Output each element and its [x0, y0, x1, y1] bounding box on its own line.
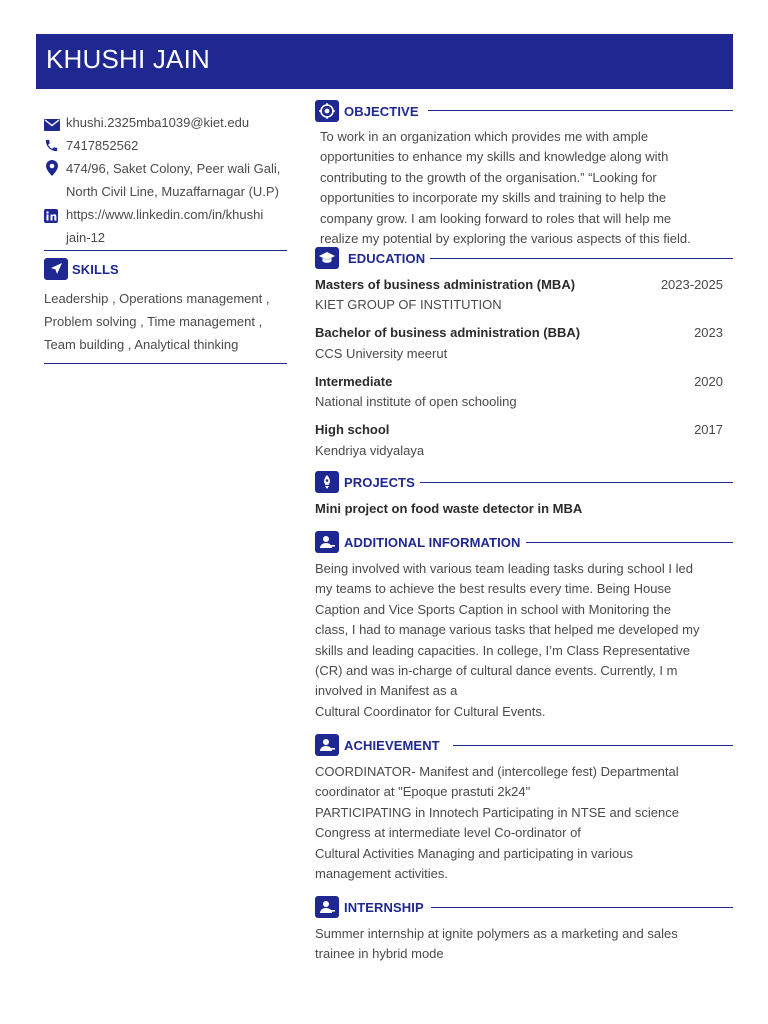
education-degree: Masters of business administration (MBA) [315, 277, 576, 292]
linkedin-link-line-2[interactable]: jain-12 [66, 230, 106, 245]
skills-line: Leadership , Operations management , [44, 291, 270, 306]
objective-icon [315, 100, 339, 122]
additional-info-line: class, I had to manage various tasks that helped me developed my [315, 622, 700, 638]
achievement-line: Cultural Activities Managing and participating in various [315, 845, 633, 861]
additional-info-line: Caption and Vice Sports Caption in school with Monitoring the [315, 601, 672, 617]
achievement-line: coordinator at "Epoque prastuti 2k24" [315, 784, 531, 800]
linkedin-link-line-1[interactable]: https://www.linkedin.com/in/khushi [66, 207, 264, 222]
achievement-line: management activities. [315, 866, 448, 882]
location-pin-icon [46, 160, 62, 176]
additional-info-line: (CR) and was in-charge of cultural dance events. Currently, I m [315, 663, 678, 679]
additional-info-line: skills and leading capacities. In college, I’m Class Representative [315, 642, 691, 658]
objective-line: realize my potential by exploring the various aspects of this field. [320, 231, 691, 247]
address-line-1: 474/96, Saket Colony, Peer wali Gali, [66, 161, 281, 176]
education-date: 2020 [694, 374, 723, 389]
objective-rule [428, 110, 733, 111]
phone-text[interactable]: 7417852562 [66, 138, 139, 153]
skills-title: SKILLS [72, 262, 119, 277]
project-item: Mini project on food waste detector in MBA [315, 501, 583, 516]
education-date: 2017 [694, 422, 723, 437]
achievement-text [315, 762, 730, 884]
achievement-rule [453, 745, 733, 746]
skills-line: Team building , Analytical thinking [44, 337, 239, 352]
left-divider-2 [44, 363, 287, 364]
education-rule [430, 258, 733, 259]
header-banner [36, 34, 733, 89]
skills-line: Problem solving , Time management , [44, 314, 263, 329]
user-icon [315, 531, 339, 553]
internship-line: trainee in hybrid mode [315, 946, 444, 962]
education-date: 2023-2025 [660, 277, 723, 292]
additional-info-line: my teams to achieve the best results every time. Being House [315, 581, 672, 597]
education-title: EDUCATION [348, 251, 426, 266]
linkedin-icon [44, 207, 60, 223]
achievement-title: ACHIEVEMENT [344, 738, 440, 753]
internship-line: Summer internship at ignite polymers as a marketing and sales [315, 926, 678, 941]
education-institution: KIET GROUP OF INSTITUTION [315, 297, 502, 312]
internship-text [315, 924, 730, 965]
education-degree: Intermediate [315, 374, 393, 389]
skills-icon [44, 258, 68, 280]
contact-block [44, 111, 304, 251]
projects-icon [315, 471, 339, 493]
email-text[interactable]: khushi.2325mba1039@kiet.edu [66, 115, 250, 130]
education-institution: CCS University meerut [315, 346, 448, 361]
objective-line: company grow. I am looking forward to roles that will help me [320, 210, 672, 226]
additional-info-line: involved in Manifest as a [315, 683, 458, 699]
additional-info-line: Cultural Coordinator for Cultural Events. [315, 703, 546, 719]
address-line-2: North Civil Line, Muzaffarnagar (U.P) [66, 184, 279, 199]
projects-rule [420, 482, 733, 483]
education-degree: High school [315, 422, 390, 437]
graduation-cap-icon [315, 247, 339, 269]
objective-line: opportunities to enhance my skills and knowledge along with [320, 149, 669, 165]
achievement-line: PARTICIPATING in Innotech Participating in NTSE and science [315, 804, 679, 820]
additional-info-text [315, 559, 730, 722]
objective-line: opportunities to incorporate my skills and training to help the [320, 190, 667, 206]
achievement-line: Congress at intermediate level Co-ordinator of [315, 825, 581, 841]
projects-title: PROJECTS [344, 475, 415, 490]
education-date: 2023 [694, 325, 723, 340]
objective-line: contributing to the growth of the organisation.” “Looking for [320, 169, 657, 185]
left-divider-1 [44, 250, 287, 251]
additional-info-title: ADDITIONAL INFORMATION [344, 535, 521, 550]
internship-rule [431, 907, 733, 908]
education-institution: National institute of open schooling [315, 394, 517, 409]
user-icon [315, 896, 339, 918]
objective-line: To work in an organization which provides me with ample [320, 129, 649, 144]
candidate-name: KHUSHI JAIN [46, 44, 211, 74]
education-degree: Bachelor of business administration (BBA) [315, 325, 581, 340]
objective-text [320, 127, 730, 249]
achievement-line: COORDINATOR- Manifest and (intercollege fest) Departmental [315, 764, 679, 779]
education-institution: Kendriya vidyalaya [315, 443, 425, 458]
additional-info-rule [526, 542, 733, 543]
internship-title: INTERNSHIP [344, 900, 424, 915]
additional-info-line: Being involved with various team leading tasks during school I led [315, 561, 693, 576]
user-icon [315, 734, 339, 756]
skills-list [44, 287, 289, 356]
objective-title: OBJECTIVE [344, 104, 419, 119]
email-icon [44, 115, 60, 131]
phone-icon [44, 137, 60, 153]
